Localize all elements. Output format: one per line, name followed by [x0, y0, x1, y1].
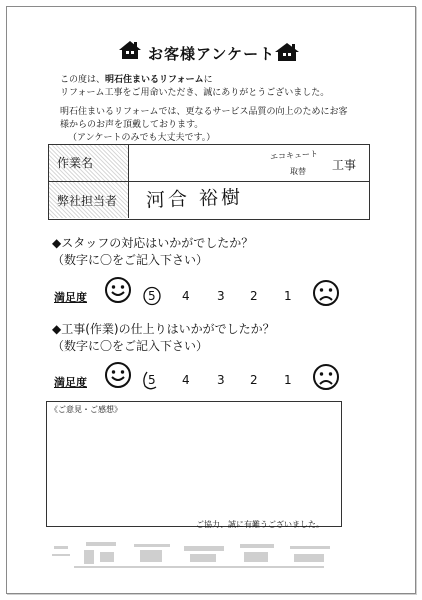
q2-smiley-face-icon — [104, 361, 132, 393]
q1-option-2[interactable]: 2 — [250, 289, 258, 303]
q2-option-5[interactable]: 5 — [148, 373, 156, 387]
q2-frowny-face-icon — [312, 363, 340, 395]
q1-smiley-face-icon — [104, 276, 132, 308]
work-name-handwritten-bottom: 取替 — [290, 167, 306, 176]
comments-textarea[interactable] — [46, 401, 342, 527]
intro-line-2: リフォーム工事をご用命いただき、誠にありがとうございました。 — [60, 88, 330, 98]
question-2-text: ◆工事(作業)の仕上りはいかがでしたか？ — [52, 322, 275, 336]
work-name-handwritten-top: エコキュート — [269, 149, 319, 162]
q2-rating-scale[interactable] — [140, 370, 300, 392]
q1-option-3[interactable]: 3 — [217, 289, 225, 303]
intro-text — [60, 74, 329, 100]
q1-frowny-face-icon — [312, 279, 340, 311]
intro-line-3: 明石住まいるリフォームでは、更なるサービス品質の向上のためにお客 — [60, 107, 348, 117]
redacted-footer-area — [44, 536, 344, 576]
footer-thanks: ご協力、誠に有難うございました。 — [196, 520, 324, 529]
q1-scale-label: 満足度 — [54, 291, 87, 304]
q2-option-4[interactable]: 4 — [182, 373, 190, 387]
q1-rating-scale[interactable] — [140, 286, 300, 308]
comments-label: 《ご意見・ご感想》 — [50, 405, 122, 414]
q2-option-2[interactable]: 2 — [250, 373, 258, 387]
question-1-instruction: （数字に〇をご記入下さい） — [52, 253, 209, 267]
staff-handwritten-name: 河合 裕樹 — [145, 186, 244, 212]
intro-line-4: 様からのお声を頂戴しております。 — [60, 120, 204, 130]
intro-text-2 — [60, 106, 348, 145]
work-name-suffix: 工事 — [332, 158, 357, 172]
q2-selected-circle — [141, 369, 163, 391]
page-title: お客様アンケート — [148, 45, 276, 63]
title-right-house-icon — [274, 42, 300, 66]
question-1-text: ◆スタッフの対応はいかがでしたか？ — [52, 236, 254, 250]
q1-option-5[interactable]: 5 — [148, 289, 156, 303]
question-2-instruction: （数字に〇をご記入下さい） — [52, 339, 209, 353]
intro-line-1 — [60, 74, 329, 87]
staff-label: 弊社担当者 — [57, 194, 118, 208]
intro-line-5: （アンケートのみでも大丈夫です。） — [68, 133, 216, 143]
question-1 — [52, 235, 253, 269]
q2-scale-label: 満足度 — [54, 376, 87, 389]
q2-option-3[interactable]: 3 — [217, 373, 225, 387]
q1-option-1[interactable]: 1 — [284, 289, 292, 303]
company-name: 明石住まいるリフォーム — [105, 75, 204, 85]
intro-line-1-prefix: この度は、 — [60, 75, 106, 85]
q1-option-4[interactable]: 4 — [182, 289, 190, 303]
q1-selected-circle — [142, 286, 162, 306]
question-2 — [52, 321, 275, 355]
intro-line-1-suffix: に — [203, 75, 213, 85]
work-name-label: 作業名 — [57, 156, 94, 170]
title-left-house-icon — [118, 40, 142, 64]
q2-option-1[interactable]: 1 — [284, 373, 292, 387]
